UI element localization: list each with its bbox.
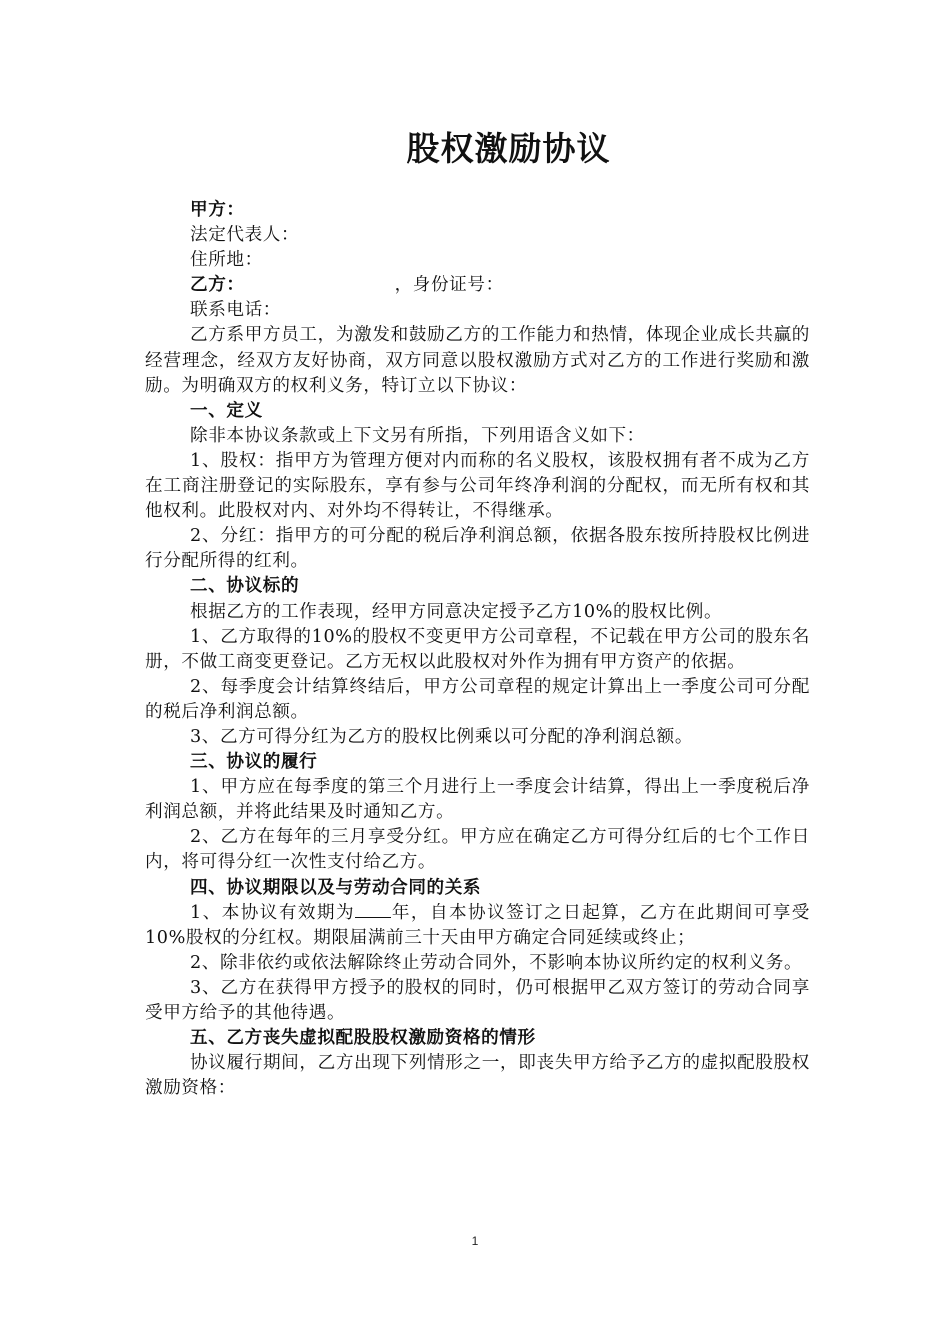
page-number: 1 [471, 1234, 479, 1248]
document-body [145, 198, 810, 1101]
address-line: 住所地： [190, 250, 263, 271]
paragraph: 2、除非依约或依法解除终止劳动合同外，不影响本协议所约定的权利义务。 [190, 952, 803, 973]
paragraph: 2、分红：指甲方的可分配的税后净利润总额，依据各股东按所持股权比例进行分配所得的红利。 [145, 526, 810, 572]
party-b-label: 乙方： [190, 275, 245, 296]
section-heading-subject: 二、协议标的 [190, 576, 300, 597]
paragraph: 3、乙方可得分红为乙方的股权比例乘以可分配的净利润总额。 [190, 726, 694, 747]
paragraph: 1、乙方取得的10%的股权不变更甲方公司章程，不记载在甲方公司的股东名册，不做工商变更登记。乙方无权以此股权对外作为拥有甲方资产的依据。 [145, 626, 810, 672]
id-number-label: ，身份证号： [394, 275, 504, 296]
paragraph: 3、乙方在获得甲方授予的股权的同时，仍可根据甲乙双方签订的劳动合同享受甲方给予的其他待遇。 [145, 977, 810, 1023]
section-heading-definitions: 一、定义 [190, 400, 263, 421]
party-b-line [145, 273, 810, 298]
paragraph: 2、每季度会计结算终结后，甲方公司章程的规定计算出上一季度公司可分配的税后净利润总额。 [145, 676, 810, 722]
party-a-label: 甲方： [190, 200, 245, 220]
term-years-blank [355, 901, 391, 918]
phone-line: 联系电话： [190, 300, 281, 321]
paragraph [145, 901, 810, 951]
document-title: 股权激励协议 [406, 129, 611, 168]
paragraph: 1、甲方应在每季度的第三个月进行上一季度会计结算，得出上一季度税后净利润总额，并将此结果及时通知乙方。 [145, 777, 810, 823]
section-heading-term: 四、协议期限以及与劳动合同的关系 [190, 877, 482, 898]
term-text-after: 年，自本协议签订之日起算，乙方在此期间可享受10%股权的分红权。期限届满前三十天由甲方确定合同延续或终止； [145, 902, 810, 948]
section-heading-performance: 三、协议的履行 [190, 752, 318, 773]
paragraph: 根据乙方的工作表现，经甲方同意决定授予乙方10%的股权比例。 [190, 601, 723, 622]
paragraph: 2、乙方在每年的三月享受分红。甲方应在确定乙方可得分红后的七个工作日内，将可得分红一次性支付给乙方。 [145, 827, 810, 873]
paragraph: 除非本协议条款或上下文另有所指，下列用语含义如下： [190, 425, 645, 446]
intro-paragraph: 乙方系甲方员工，为激发和鼓励乙方的工作能力和热情，体现企业成长共赢的经营理念，经双方友好协商，双方同意以股权激励方式对乙方的工作进行奖励和激励。为明确双方的权利义务，特订立以下协议： [145, 325, 810, 396]
legal-rep-line: 法定代表人： [190, 225, 300, 246]
paragraph: 1、股权：指甲方为管理方便对内而称的名义股权，该股权拥有者不成为乙方在工商注册登记的实际股东，享有参与公司年终净利润的分配权，而无所有权和其他权利。此股权对内、对外均不得转让，不得继承。 [145, 450, 810, 522]
paragraph: 协议履行期间，乙方出现下列情形之一，即丧失甲方给予乙方的虚拟配股股权激励资格： [145, 1053, 810, 1099]
section-heading-disqualification: 五、乙方丧失虚拟配股股权激励资格的情形 [190, 1028, 536, 1049]
term-text-before: 1、本协议有效期为 [190, 902, 356, 923]
